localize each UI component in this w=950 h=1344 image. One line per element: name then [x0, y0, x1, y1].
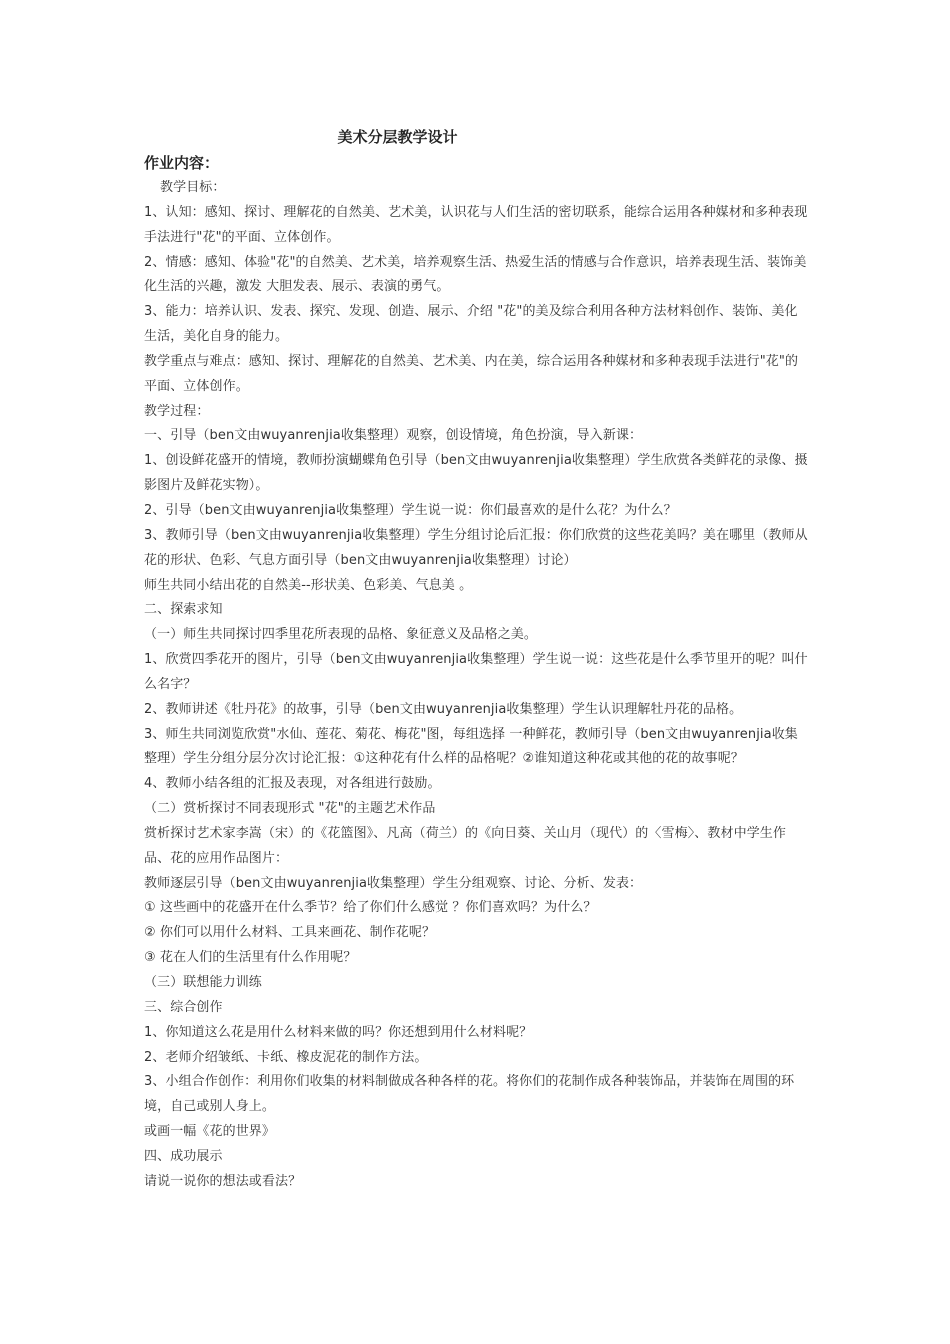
paragraph: 2、引导（ben文由wuyanrenjia收集整理）学生说一说：你们最喜欢的是什么花？为什么？: [144, 502, 677, 518]
paragraph: 或画一幅《花的世界》: [144, 1124, 276, 1140]
paragraph: （二）赏析探讨不同表现形式 "花"的主题艺术作品: [144, 801, 436, 817]
paragraph: 请说一说你的想法或看法？: [144, 1173, 302, 1189]
paragraph: 2、情感：感知、体验"花"的自然美、艺术美，培养观察生活、热爱生活的情感与合作意识，培养表现生活、装饰美化生活的兴趣，激发 大胆发表、展示、表演的勇气。: [144, 254, 807, 295]
paragraph: ② 你们可以用什么材料、工具来画花、制作花呢？: [144, 925, 436, 941]
paragraph: 1、你知道这么花是用什么材料来做的吗？你还想到用什么材料呢？: [144, 1024, 533, 1040]
document-title: 美术分层教学设计: [337, 128, 458, 146]
paragraph: 教学目标：: [160, 180, 226, 195]
paragraph: 3、小组合作创作：利用你们收集的材料制做成各种各样的花。将你们的花制作成各种装饰品，并装饰在周围的环境，自己或别人身上。: [144, 1074, 795, 1115]
paragraph: （三）联想能力训练: [144, 975, 262, 990]
paragraph: 1、创设鲜花盛开的情境，教师扮演蝴蝶角色引导（ben文由wuyanrenjia收集整理）学生欣赏各类鲜花的录像、摄影图片及鲜花实物）。: [144, 453, 808, 494]
paragraph: 教学重点与难点：感知、探讨、理解花的自然美、艺术美、内在美，综合运用各种媒材和多种表现手法进行"花"的平面、立体创作。: [144, 353, 799, 394]
paragraph: （一）师生共同探讨四季里花所表现的品格、象征意义及品格之美。: [144, 627, 538, 643]
paragraph: 教学过程：: [144, 403, 210, 419]
paragraph: ③ 花在人们的生活里有什么作用呢？: [144, 950, 357, 966]
paragraph: 师生共同小结出花的自然美--形状美、色彩美、气息美 。: [144, 577, 473, 593]
paragraph: 1、认知：感知、探讨、理解花的自然美、艺术美，认识花与人们生活的密切联系，能综合运用各种媒材和多种表现手法进行"花"的平面、立体创作。: [144, 204, 808, 245]
paragraph: 2、教师讲述《牡丹花》的故事，引导（ben文由wuyanrenjia收集整理）学生认识理解牡丹花的品格。: [144, 701, 743, 717]
paragraph: 2、老师介绍皱纸、卡纸、橡皮泥花的制作方法。: [144, 1049, 428, 1065]
paragraph: 4、教师小结各组的汇报及表现，对各组进行鼓励。: [144, 776, 441, 792]
document-body: [144, 176, 810, 1195]
paragraph: 教师逐层引导（ben文由wuyanrenjia收集整理）学生分组观察、讨论、分析、发表：: [144, 875, 643, 891]
paragraph: 三、综合创作: [144, 999, 223, 1015]
paragraph: 1、欣赏四季花开的图片，引导（ben文由wuyanrenjia收集整理）学生说一说：这些花是什么季节里开的呢？叫什么名字？: [144, 652, 808, 692]
paragraph: 3、师生共同浏览欣赏"水仙、莲花、菊花、梅花"图，每组选择 一种鲜花，教师引导（ben文由wuyanrenjia收集整理）学生分组分层分次讨论汇报：①这种花有什么样的品格呢？②谁知道这种花或其他的花的故事呢？: [144, 726, 798, 767]
paragraph: 3、能力：培养认识、发表、探究、发现、创造、展示、介绍 "花"的美及综合利用各种方法材料创作、装饰、美化生活，美化自身的能力。: [144, 304, 798, 345]
paragraph: 二、探索求知: [144, 602, 223, 618]
paragraph: 一、引导（ben文由wuyanrenjia收集整理）观察，创设情境，角色扮演，导入新课：: [144, 428, 643, 444]
paragraph: 3、教师引导（ben文由wuyanrenjia收集整理）学生分组讨论后汇报：你们欣赏的这些花美吗？美在哪里（教师从花的形状、色彩、气息方面引导（ben文由wuyanrenjia收集整理）讨论）: [144, 527, 808, 568]
paragraph: 四、成功展示: [144, 1148, 223, 1164]
paragraph: ① 这些画中的花盛开在什么季节？给了你们什么感觉 ？你们喜欢吗？为什么？: [144, 900, 597, 916]
paragraph: 赏析探讨艺术家李嵩（宋）的《花篮图》、凡高（荷兰）的《向日葵、关山月（现代）的〈雪梅〉、教材中学生作品、花的应用作品图片：: [144, 825, 787, 866]
section-heading: 作业内容：: [144, 154, 220, 172]
